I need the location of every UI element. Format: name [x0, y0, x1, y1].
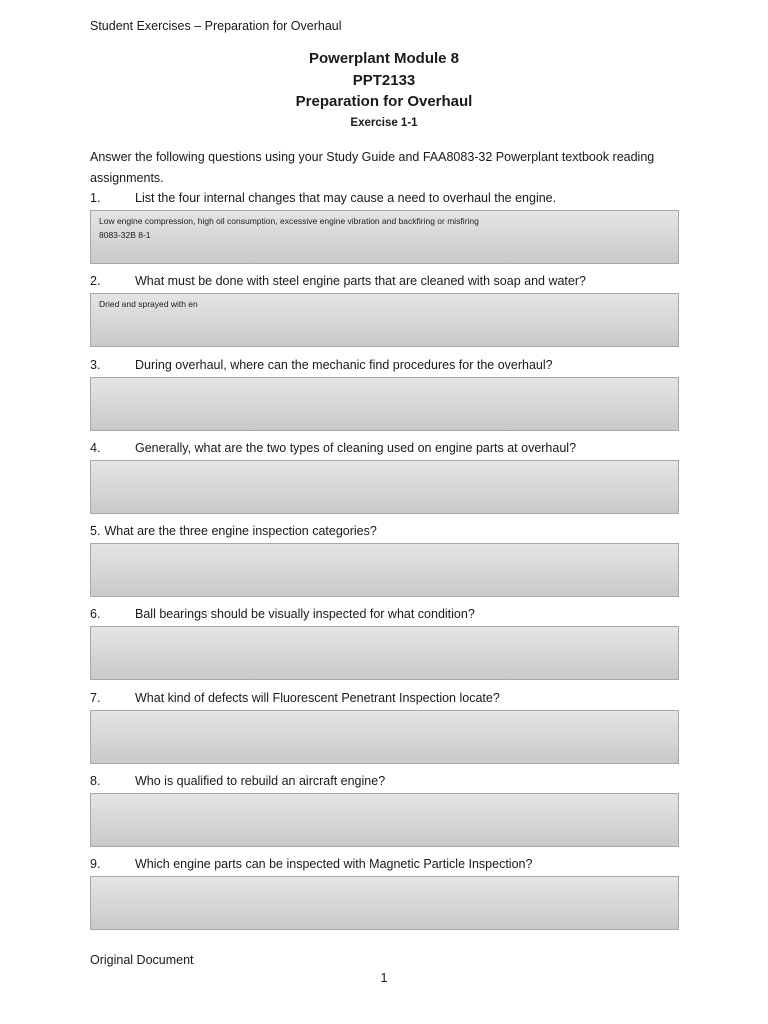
question-number: 4. [90, 441, 101, 455]
page-header: Student Exercises – Preparation for Overhaul [90, 19, 342, 33]
question-7 [90, 690, 690, 706]
answer-text: 8083-32B 8-1 [99, 229, 151, 240]
question-9 [90, 856, 690, 872]
question-text: Generally, what are the two types of cleaning used on engine parts at overhaul? [135, 441, 577, 455]
question-text: Who is qualified to rebuild an aircraft engine? [135, 774, 386, 788]
question-number: 2. [90, 274, 101, 288]
question-number: 5. [90, 524, 101, 538]
question-1 [90, 190, 690, 206]
answer-field-4[interactable] [90, 460, 679, 514]
question-text: During overhaul, where can the mechanic find procedures for the overhaul? [135, 358, 553, 372]
question-number: 6. [90, 607, 101, 621]
question-number: 8. [90, 774, 101, 788]
answer-field-6[interactable] [90, 626, 679, 680]
answer-field-7[interactable] [90, 710, 679, 764]
title-block [0, 48, 768, 133]
answer-field-5[interactable] [90, 543, 679, 597]
question-6 [90, 606, 690, 622]
answer-field-1[interactable] [90, 210, 679, 264]
footer-note: Original Document [90, 953, 194, 967]
answer-field-8[interactable] [90, 793, 679, 847]
question-number: 1. [90, 191, 101, 205]
exercise-label: Exercise 1-1 [350, 116, 418, 129]
answer-field-9[interactable] [90, 876, 679, 930]
question-text: What must be done with steel engine parts that are cleaned with soap and water? [135, 274, 586, 288]
question-3 [90, 357, 690, 373]
question-text: Which engine parts can be inspected with Magnetic Particle Inspection? [135, 857, 533, 871]
question-4 [90, 440, 690, 456]
question-5 [90, 523, 690, 539]
question-number: 3. [90, 358, 101, 372]
answer-text: Dried and sprayed with en [99, 299, 198, 309]
instructions [90, 147, 690, 188]
answer-field-2[interactable] [90, 293, 679, 347]
question-8 [90, 773, 690, 789]
question-number: 9. [90, 857, 101, 871]
page-number: 1 [380, 971, 388, 985]
answer-text: Low engine compression, high oil consumption, excessive engine vibration and backfiring or misfiring [99, 216, 479, 226]
instructions-line: assignments. [90, 170, 164, 185]
question-text: Ball bearings should be visually inspected for what condition? [135, 607, 475, 621]
question-text: List the four internal changes that may cause a need to overhaul the engine. [135, 191, 557, 205]
question-text: What kind of defects will Fluorescent Penetrant Inspection locate? [135, 691, 500, 705]
course-code: PPT2133 [352, 71, 416, 89]
instructions-line: Answer the following questions using your Study Guide and FAA8083-32 Powerplant textbook reading [90, 150, 655, 164]
question-2 [90, 273, 690, 289]
question-number: 7. [90, 691, 101, 705]
answer-field-3[interactable] [90, 377, 679, 431]
module-title: Powerplant Module 8 [308, 50, 459, 67]
topic-title: Preparation for Overhaul [295, 93, 473, 110]
question-text: What are the three engine inspection categories? [104, 524, 377, 538]
